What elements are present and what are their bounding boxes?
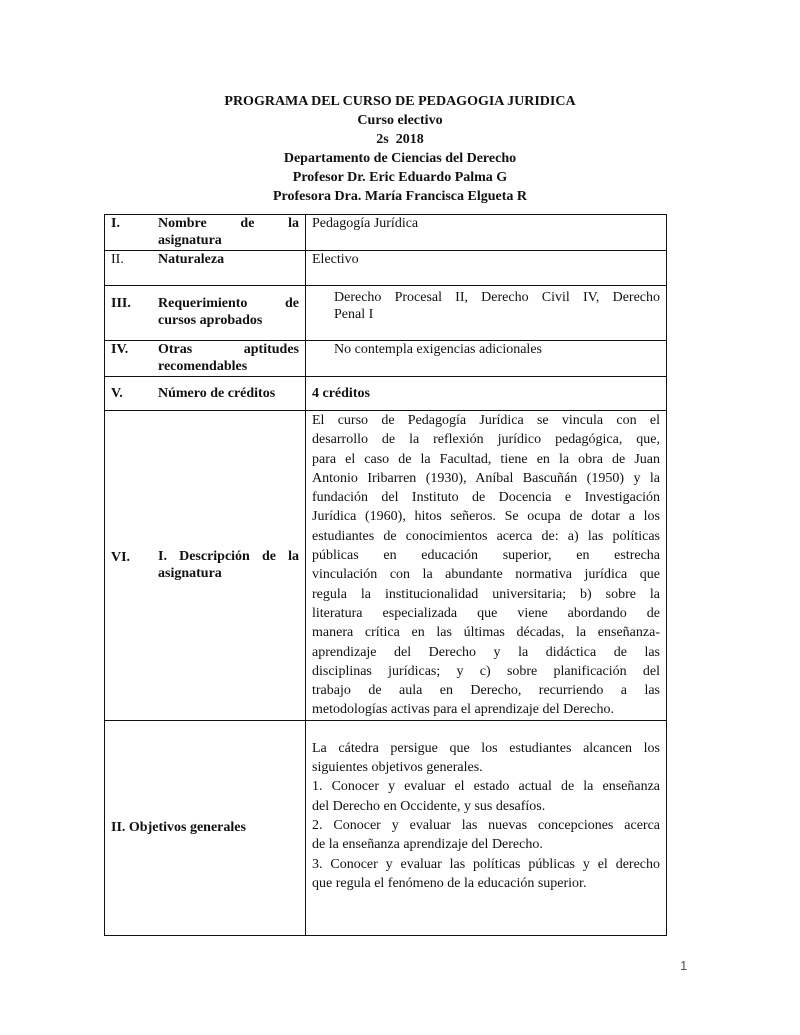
text-line: 1. Conocer y evaluar el estado actual de la enseñanza: [312, 779, 660, 795]
document-header: [0, 92, 800, 206]
text-line: disciplinas jurídicas; y c) sobre planificación del: [312, 663, 660, 679]
row-label: recomendables: [158, 359, 248, 374]
text-line: literatura especializada que viene abordando de: [312, 605, 660, 621]
text-line: trabajo de aula en Derecho, recurriendo a las: [312, 683, 660, 699]
objectives-text: [306, 720, 667, 935]
text-line: públicas en educación superior, en estrecha: [312, 548, 660, 564]
row-number: II.: [111, 252, 124, 267]
row-label: cursos aprobados: [158, 313, 263, 328]
row-label: asignatura: [158, 566, 222, 582]
semester: 2s 2018: [376, 132, 424, 147]
text-line: Antonio Iribarren (1930), Aníbal Bascuñán (1950) y la: [312, 470, 660, 486]
text-line: que regula el fenómeno de la educación superior.: [312, 875, 587, 891]
text-line: desarrollo de la reflexión jurídico pedagógica, que,: [312, 432, 660, 448]
department: Departamento de Ciencias del Derecho: [283, 151, 517, 166]
text-line: del Derecho en Occidente, y sus desafíos.: [312, 798, 546, 814]
row-value: Electivo: [312, 252, 359, 267]
row-label: Otras aptitudes: [158, 342, 299, 357]
text-line: El curso de Pedagogía Jurídica se vincula con el: [312, 413, 660, 428]
text-line: aprendizaje del Derecho y la didáctica de las: [312, 644, 660, 660]
text-line: manera crítica en las últimas décadas, la enseñanza-: [312, 625, 660, 641]
table-row: [105, 251, 667, 286]
professor-2: Profesora Dra. María Francisca Elgueta R: [272, 189, 527, 204]
row-number: VI.: [111, 550, 131, 565]
row-value: 4 créditos: [312, 386, 370, 401]
text-line: Jurídica (1960), hitos señeros. Se ocupa de dotar a los: [312, 509, 660, 525]
row-label: Número de créditos: [158, 386, 276, 401]
text-line: siguientes objetivos generales.: [312, 760, 483, 776]
row-label: I. Descripción de la: [158, 549, 299, 565]
text-line: vinculación con la abundante normativa jurídica que: [312, 567, 660, 583]
text-line: metodologías activas para el aprendizaje del Derecho.: [312, 702, 615, 718]
row-value: Derecho Procesal II, Derecho Civil IV, Derecho: [334, 290, 660, 305]
text-line: 3. Conocer y evaluar las políticas públicas y el derecho: [312, 856, 660, 872]
row-label: Naturaleza: [158, 252, 225, 267]
table-row: [105, 286, 667, 341]
text-line: estudiantes de conocimientos acerca de: a) las políticas: [312, 528, 660, 544]
table-row: [105, 215, 667, 251]
row-label: II. Objetivos generales: [111, 820, 246, 836]
text-line: regula la institucionalidad universitaria; b) sobre la: [312, 586, 660, 602]
row-value: Pedagogía Jurídica: [312, 216, 419, 231]
row-label: Nombre de la: [158, 216, 299, 231]
row-number: I.: [111, 216, 120, 231]
text-line: de la enseñanza aprendizaje del Derecho.: [312, 837, 543, 853]
row-label: Requerimiento de: [158, 296, 299, 311]
page-number: 1: [680, 958, 688, 973]
professor-1: Profesor Dr. Eric Eduardo Palma G: [292, 170, 508, 185]
row-number: V.: [111, 386, 123, 401]
table-row: [105, 377, 667, 411]
text-line: 2. Conocer y evaluar las nuevas concepciones acerca: [312, 817, 660, 833]
row-label: asignatura: [158, 233, 222, 248]
table-row: [105, 341, 667, 377]
course-type: Curso electivo: [357, 113, 443, 128]
text-line: fundación del Instituto de Docencia e Investigación: [312, 490, 660, 506]
course-table: [104, 214, 667, 936]
row-number: III.: [111, 296, 131, 311]
row-number: IV.: [111, 342, 129, 357]
table-row-description: [105, 411, 667, 721]
row-value: Penal I: [334, 307, 374, 322]
description-text: [306, 411, 667, 721]
text-line: para el caso de la Facultad, tiene en la obra de Juan: [312, 451, 660, 467]
row-value: No contempla exigencias adicionales: [334, 342, 542, 357]
doc-title: PROGRAMA DEL CURSO DE PEDAGOGIA JURIDICA: [224, 94, 576, 109]
table-row-objectives: [105, 720, 667, 935]
text-line: La cátedra persigue que los estudiantes alcancen los: [312, 740, 660, 756]
